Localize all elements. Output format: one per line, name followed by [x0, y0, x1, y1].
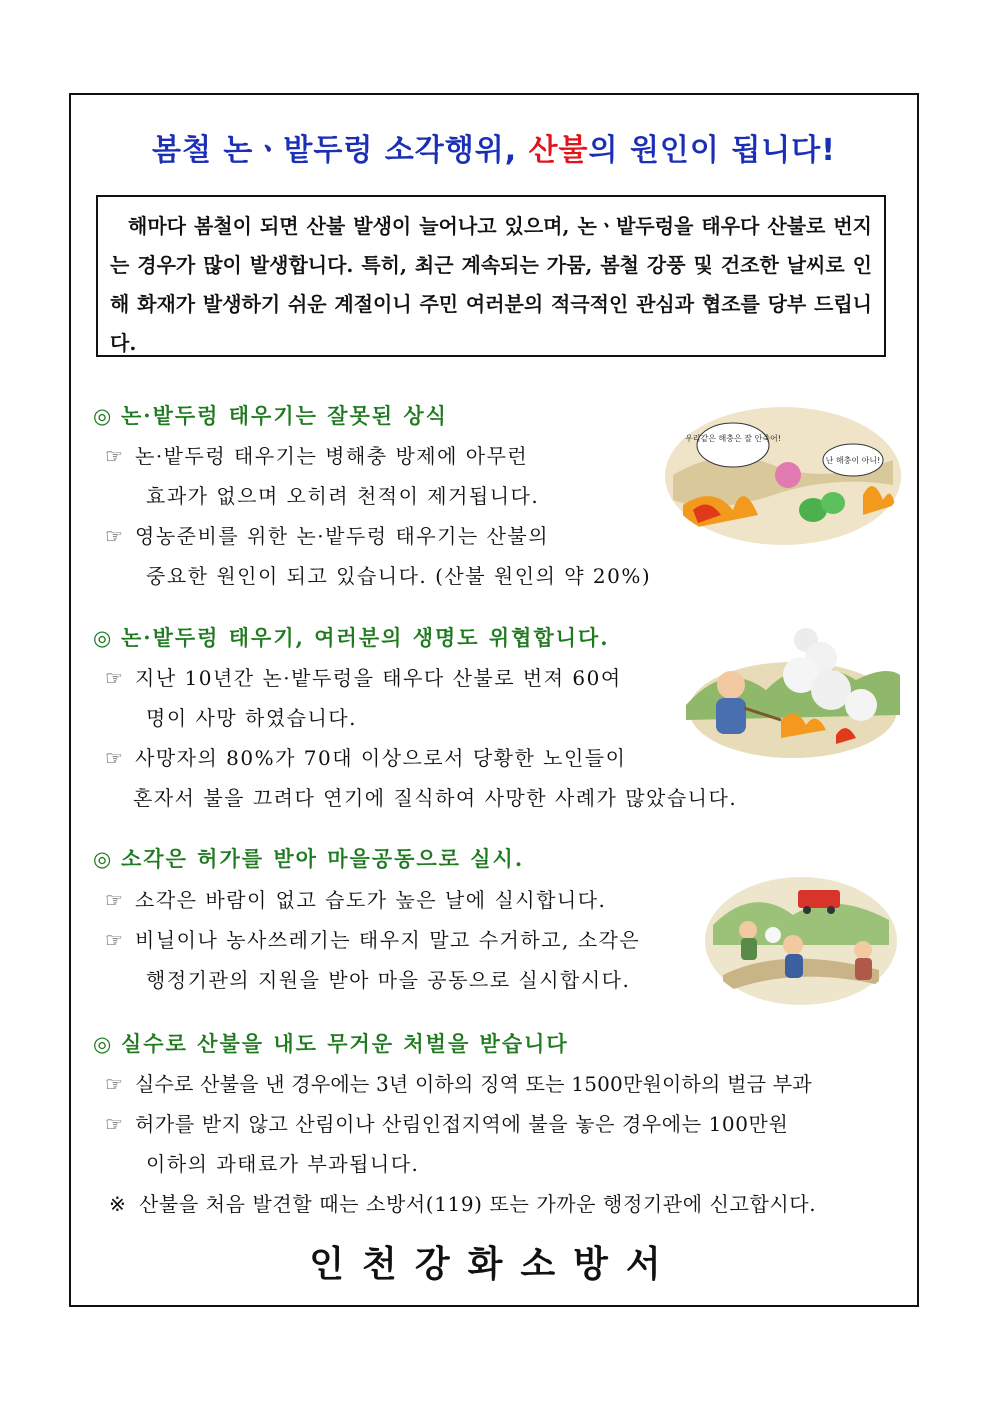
section-3-line-2: ☞ 비닐이나 농사쓰레기는 태우지 말고 수거하고, 소각은	[105, 928, 641, 952]
pointing-hand-icon: ☞	[105, 524, 125, 548]
section-3-heading	[93, 843, 524, 873]
report-note: ※ 산불을 처음 발견할 때는 소방서(119) 또는 가까운 행정기관에 신고합시다.	[109, 1192, 817, 1216]
issuer-name: 인천강화소방서	[309, 1243, 679, 1285]
village-burning-illustration	[703, 875, 899, 1007]
pointing-hand-icon: ☞	[105, 928, 125, 952]
pointing-hand-icon: ☞	[105, 888, 125, 912]
section-2-line-2: 명이 사망 하였습니다.	[146, 706, 357, 730]
bubble-2-text: 난 해충이 아니!	[825, 456, 881, 465]
section-1-title: 논·밭두렁 태우기는 잘못된 상식	[121, 403, 448, 428]
pointing-hand-icon: ☞	[105, 1072, 124, 1096]
pointing-hand-icon: ☞	[105, 746, 125, 770]
reference-mark-icon: ※	[109, 1192, 127, 1216]
bullet-icon: ◎	[93, 1031, 114, 1056]
intro-text: 해마다 봄철이 되면 산불 발생이 늘어나고 있으며, 논ㆍ밭두렁을 태우다 산불로 번지는 경우가 많이 발생합니다. 특히, 최근 계속되는 가뭄, 봄철 강풍 및 건조한 날씨로 인해 화재가 발생하기 쉬운 계절이니 주민 여러분의 적극적인 관심과 협조를 당부 드립니다.	[110, 214, 872, 355]
section-1-line-2: 효과가 없으며 오히려 천적이 제거됩니다.	[146, 484, 540, 508]
section-1-line-4: 중요한 원인이 되고 있습니다. (산불 원인의 약 20%)	[146, 564, 652, 588]
section-3-line-3: 행정기관의 지원을 받아 마을 공동으로 실시합시다.	[146, 968, 631, 992]
section-3-line-1: ☞ 소각은 바람이 없고 습도가 높은 날에 실시합니다.	[105, 888, 607, 912]
bullet-icon: ◎	[93, 403, 114, 428]
pointing-hand-icon: ☞	[105, 1112, 124, 1136]
pointing-hand-icon: ☞	[105, 444, 125, 468]
bubble-1-text: 우리같은 해충은 잘 안죽어!	[685, 434, 781, 443]
section-2-line-1: ☞ 지난 10년간 논·밭두렁을 태우다 산불로 번져 60여	[105, 666, 622, 690]
title-part-1: 봄철 논ㆍ밭두렁 소각행위,	[152, 133, 529, 168]
page-title	[71, 125, 917, 169]
intro-box	[96, 195, 886, 357]
section-1-line-3: ☞ 영농준비를 위한 논·밭두렁 태우기는 산불의	[105, 524, 550, 548]
bullet-icon: ◎	[93, 846, 114, 871]
section-4-line-1: ☞ 실수로 산불을 낸 경우에는 3년 이하의 징역 또는 1500만원이하의 벌금 부과	[105, 1072, 812, 1096]
section-2-line-4: 혼자서 불을 끄려다 연기에 질식하여 사망한 사례가 많았습니다.	[133, 786, 738, 810]
elderly-smoke-illustration	[686, 620, 900, 760]
section-2-line-3: ☞ 사망자의 80%가 70대 이상으로서 당황한 노인들이	[105, 746, 627, 770]
title-part-3: 의 원인이 됩니다!	[588, 133, 836, 168]
poster-frame	[69, 93, 919, 1307]
pest-burning-illustration	[663, 405, 903, 547]
title-part-2: 산불	[528, 133, 589, 168]
section-4-heading	[93, 1028, 569, 1058]
section-2-title: 논·밭두렁 태우기, 여러분의 생명도 위협합니다.	[121, 625, 610, 650]
section-3-title: 소각은 허가를 받아 마을공동으로 실시.	[121, 846, 525, 871]
section-4-title: 실수로 산불을 내도 무거운 처벌을 받습니다	[121, 1031, 569, 1056]
bullet-icon: ◎	[93, 625, 114, 650]
section-4-line-3: 이하의 과태료가 부과됩니다.	[146, 1152, 420, 1176]
section-4-line-2: ☞ 허가를 받지 않고 산림이나 산림인접지역에 불을 놓은 경우에는 100만원	[105, 1112, 789, 1136]
section-1-heading	[93, 400, 448, 430]
section-2-heading	[93, 622, 610, 652]
section-1-line-1: ☞ 논·밭두렁 태우기는 병해충 방제에 아무런	[105, 444, 529, 468]
pointing-hand-icon: ☞	[105, 666, 125, 690]
